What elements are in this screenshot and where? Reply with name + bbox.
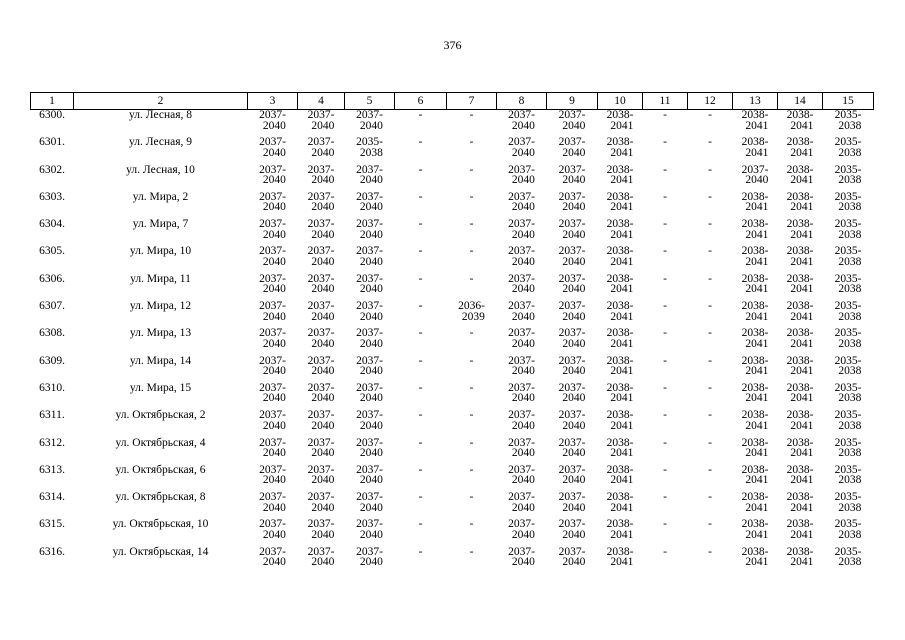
- year-range-cell: 2038- 2041: [786, 109, 814, 132]
- empty-value-cell: -: [663, 409, 667, 422]
- year-range-cell: 2037- 2040: [356, 163, 383, 187]
- year-range-cell: 2037- 2040: [558, 463, 586, 487]
- empty-value-cell: -: [418, 300, 423, 313]
- year-range-cell: 2038- 2041: [786, 518, 814, 541]
- year-range-cell: 2038- 2041: [606, 272, 634, 296]
- empty-value-cell: -: [418, 381, 423, 394]
- year-range-cell: 2037- 2040: [508, 136, 535, 159]
- empty-value-cell: -: [663, 136, 667, 149]
- empty-value-cell: -: [663, 436, 667, 449]
- year-range-cell: 2038- 2041: [741, 245, 769, 268]
- year-range-cell: 2037- 2040: [508, 218, 535, 241]
- empty-value-cell: -: [469, 409, 474, 422]
- column-header: 12: [688, 93, 733, 110]
- year-range-cell: 2037- 2040: [356, 327, 383, 350]
- year-range-cell: 2037- 2040: [558, 491, 586, 514]
- empty-value-cell: -: [469, 463, 474, 476]
- year-range-cell: 2038- 2041: [741, 518, 769, 541]
- column-header: 4: [298, 93, 345, 110]
- address-cell: ул. Октябрьская, 10: [112, 518, 209, 531]
- year-range-cell: 2038- 2041: [786, 436, 814, 460]
- row-number: 6311.: [39, 409, 65, 422]
- empty-value-cell: -: [663, 300, 667, 313]
- year-range-cell: 2035- 2038: [834, 354, 862, 378]
- empty-value-cell: -: [469, 327, 474, 340]
- year-range-cell: 2037- 2040: [356, 491, 383, 514]
- year-range-cell: 2037- 2040: [307, 327, 335, 350]
- year-range-cell: 2037- 2040: [259, 190, 286, 214]
- year-range-cell: 2037- 2040: [558, 518, 586, 541]
- year-range-cell: 2037- 2040: [356, 354, 383, 378]
- year-range-cell: 2038- 2041: [786, 300, 814, 323]
- empty-value-cell: -: [469, 190, 474, 203]
- year-range-cell: 2037- 2040: [307, 381, 335, 405]
- address-cell: ул. Лесная, 10: [126, 163, 195, 176]
- year-range-cell: 2035- 2038: [834, 109, 862, 132]
- year-range-cell: 2038- 2041: [741, 218, 769, 241]
- address-cell: ул. Октябрьская, 2: [115, 409, 206, 422]
- table-row: [31, 519, 874, 546]
- year-range-cell: 2037- 2040: [307, 300, 335, 323]
- year-range-cell: 2037- 2040: [508, 545, 535, 569]
- year-range-cell: 2037- 2040: [558, 163, 586, 187]
- year-range-cell: 2037- 2040: [558, 409, 586, 432]
- year-range-cell: 2038- 2041: [606, 436, 634, 460]
- year-range-cell: 2037- 2040: [356, 545, 383, 569]
- empty-value-cell: -: [708, 354, 712, 367]
- year-range-cell: 2038- 2041: [786, 136, 814, 159]
- empty-value-cell: -: [663, 163, 667, 176]
- column-header: 7: [447, 93, 497, 110]
- table-row: [31, 246, 874, 273]
- year-range-cell: 2038- 2041: [741, 327, 769, 350]
- empty-value-cell: -: [469, 272, 474, 285]
- empty-value-cell: -: [708, 136, 712, 149]
- empty-value-cell: -: [418, 327, 423, 340]
- year-range-cell: 2038- 2041: [786, 409, 814, 432]
- row-number: 6312.: [39, 436, 65, 449]
- year-range-cell: 2037- 2040: [508, 163, 535, 187]
- year-range-cell: 2037- 2040: [741, 163, 769, 187]
- year-range-cell: 2035- 2038: [834, 545, 862, 569]
- year-range-cell: 2037- 2040: [508, 463, 535, 487]
- empty-value-cell: -: [663, 381, 667, 394]
- empty-value-cell: -: [418, 463, 423, 476]
- year-range-cell: 2038- 2041: [606, 245, 634, 268]
- year-range-cell: 2037- 2040: [259, 300, 286, 323]
- year-range-cell: 2037- 2040: [307, 245, 335, 268]
- year-range-cell: 2037- 2040: [259, 136, 286, 159]
- year-range-cell: 2037- 2040: [508, 327, 535, 350]
- row-number: 6309.: [39, 354, 65, 367]
- year-range-cell: 2037- 2040: [307, 545, 335, 569]
- repair-schedule-table: [30, 92, 874, 574]
- year-range-cell: 2035- 2038: [834, 300, 862, 323]
- year-range-cell: 2038- 2041: [606, 518, 634, 541]
- year-range-cell: 2037- 2040: [508, 190, 535, 214]
- column-header: 6: [395, 93, 447, 110]
- column-header: 15: [823, 93, 874, 110]
- empty-value-cell: -: [418, 545, 423, 558]
- table-row: [31, 356, 874, 383]
- empty-value-cell: -: [469, 136, 474, 149]
- address-cell: ул. Лесная, 8: [129, 109, 192, 121]
- empty-value-cell: -: [708, 491, 712, 504]
- year-range-cell: 2037- 2040: [259, 327, 286, 350]
- year-range-cell: 2038- 2041: [741, 463, 769, 487]
- row-number: 6316.: [39, 545, 65, 558]
- year-range-cell: 2035- 2038: [356, 136, 383, 159]
- empty-value-cell: -: [663, 109, 667, 121]
- year-range-cell: 2037- 2040: [307, 136, 335, 159]
- year-range-cell: 2035- 2038: [834, 327, 862, 350]
- year-range-cell: 2038- 2041: [786, 463, 814, 487]
- year-range-cell: 2037- 2040: [558, 190, 586, 214]
- year-range-cell: 2037- 2040: [356, 218, 383, 241]
- year-range-cell: 2037- 2040: [307, 436, 335, 460]
- row-number: 6313.: [39, 463, 65, 476]
- empty-value-cell: -: [708, 300, 712, 313]
- empty-value-cell: -: [418, 409, 423, 422]
- year-range-cell: 2037- 2040: [259, 409, 286, 432]
- empty-value-cell: -: [418, 245, 423, 258]
- table-row: [31, 301, 874, 328]
- year-range-cell: 2037- 2040: [558, 218, 586, 241]
- year-range-cell: 2037- 2040: [508, 245, 535, 268]
- empty-value-cell: -: [418, 518, 423, 531]
- column-header: 2: [74, 93, 248, 110]
- table-body: [31, 110, 874, 575]
- year-range-cell: 2037- 2040: [307, 163, 335, 187]
- empty-value-cell: -: [708, 545, 712, 558]
- table-row: [31, 410, 874, 437]
- year-range-cell: 2038- 2041: [786, 381, 814, 405]
- table-row: [31, 192, 874, 219]
- row-number: 6314.: [39, 491, 65, 504]
- year-range-cell: 2037- 2040: [259, 163, 286, 187]
- empty-value-cell: -: [418, 109, 423, 121]
- empty-value-cell: -: [708, 518, 712, 531]
- year-range-cell: 2037- 2040: [259, 436, 286, 460]
- table-row: [31, 274, 874, 301]
- address-cell: ул. Мира, 15: [129, 381, 192, 394]
- year-range-cell: 2037- 2040: [307, 463, 335, 487]
- empty-value-cell: -: [418, 136, 423, 149]
- address-cell: ул. Лесная, 9: [129, 136, 192, 149]
- year-range-cell: 2037- 2040: [307, 109, 335, 132]
- year-range-cell: 2038- 2041: [786, 354, 814, 378]
- year-range-cell: 2038- 2041: [741, 190, 769, 214]
- year-range-cell: 2037- 2040: [259, 218, 286, 241]
- year-range-cell: 2037- 2040: [356, 190, 383, 214]
- year-range-cell: 2038- 2041: [606, 218, 634, 241]
- year-range-cell: 2038- 2041: [741, 272, 769, 296]
- year-range-cell: 2037- 2040: [259, 545, 286, 569]
- table-row: [31, 492, 874, 519]
- address-cell: ул. Мира, 7: [132, 218, 189, 231]
- address-cell: ул. Мира, 13: [129, 327, 192, 340]
- year-range-cell: 2037- 2040: [356, 409, 383, 432]
- year-range-cell: 2037- 2040: [558, 354, 586, 378]
- column-header: 5: [345, 93, 395, 110]
- year-range-cell: 2038- 2041: [606, 163, 634, 187]
- empty-value-cell: -: [469, 245, 474, 258]
- row-number: 6305.: [39, 245, 65, 258]
- year-range-cell: 2037- 2040: [508, 491, 535, 514]
- year-range-cell: 2035- 2038: [834, 163, 862, 187]
- year-range-cell: 2037- 2040: [259, 109, 286, 132]
- address-cell: ул. Октябрьская, 8: [115, 491, 206, 504]
- empty-value-cell: -: [663, 491, 667, 504]
- address-cell: ул. Октябрьская, 6: [115, 463, 206, 476]
- address-cell: ул. Октябрьская, 4: [115, 436, 206, 449]
- address-cell: ул. Мира, 14: [129, 354, 192, 367]
- year-range-cell: 2037- 2040: [558, 245, 586, 268]
- year-range-cell: 2038- 2041: [741, 109, 769, 132]
- year-range-cell: 2038- 2041: [606, 109, 634, 132]
- empty-value-cell: -: [418, 218, 423, 231]
- year-range-cell: 2037- 2040: [558, 136, 586, 159]
- year-range-cell: 2037- 2040: [356, 272, 383, 296]
- table-header-row: [31, 93, 874, 110]
- row-number: 6315.: [39, 518, 65, 531]
- year-range-cell: 2038- 2041: [741, 491, 769, 514]
- year-range-cell: 2038- 2041: [741, 136, 769, 159]
- column-header: 10: [598, 93, 643, 110]
- year-range-cell: 2038- 2041: [606, 327, 634, 350]
- empty-value-cell: -: [469, 354, 474, 367]
- row-number: 6307.: [39, 300, 65, 313]
- address-cell: ул. Мира, 12: [129, 300, 192, 313]
- year-range-cell: 2035- 2038: [834, 245, 862, 268]
- year-range-cell: 2035- 2038: [834, 136, 862, 159]
- row-number: 6310.: [39, 381, 65, 394]
- year-range-cell: 2037- 2040: [356, 109, 383, 132]
- year-range-cell: 2038- 2041: [786, 272, 814, 296]
- year-range-cell: 2037- 2040: [558, 436, 586, 460]
- empty-value-cell: -: [708, 463, 712, 476]
- table-row: [31, 219, 874, 246]
- year-range-cell: 2035- 2038: [834, 436, 862, 460]
- empty-value-cell: -: [708, 409, 712, 422]
- year-range-cell: 2038- 2041: [606, 300, 634, 323]
- year-range-cell: 2038- 2041: [606, 545, 634, 569]
- empty-value-cell: -: [469, 436, 474, 449]
- empty-value-cell: -: [708, 109, 712, 121]
- year-range-cell: 2035- 2038: [834, 409, 862, 432]
- year-range-cell: 2037- 2040: [508, 518, 535, 541]
- year-range-cell: 2038- 2041: [741, 300, 769, 323]
- year-range-cell: 2038- 2041: [741, 409, 769, 432]
- year-range-cell: 2037- 2040: [307, 218, 335, 241]
- year-range-cell: 2037- 2040: [356, 245, 383, 268]
- row-number: 6308.: [39, 327, 65, 340]
- empty-value-cell: -: [418, 190, 423, 203]
- address-cell: ул. Мира, 11: [130, 272, 191, 285]
- year-range-cell: 2038- 2041: [786, 245, 814, 268]
- year-range-cell: 2037- 2040: [356, 381, 383, 405]
- year-range-cell: 2037- 2040: [259, 354, 286, 378]
- year-range-cell: 2037- 2040: [307, 354, 335, 378]
- address-cell: ул. Октябрьская, 14: [112, 545, 209, 558]
- year-range-cell: 2038- 2041: [741, 354, 769, 378]
- empty-value-cell: -: [469, 518, 474, 531]
- empty-value-cell: -: [663, 518, 667, 531]
- year-range-cell: 2038- 2041: [606, 409, 634, 432]
- year-range-cell: 2037- 2040: [356, 300, 383, 323]
- row-number: 6301.: [39, 136, 65, 149]
- address-cell: ул. Мира, 10: [129, 245, 192, 258]
- year-range-cell: 2038- 2041: [606, 381, 634, 405]
- column-header: 9: [547, 93, 598, 110]
- year-range-cell: 2038- 2041: [786, 163, 814, 187]
- year-range-cell: 2038- 2041: [741, 545, 769, 569]
- year-range-cell: 2037- 2040: [307, 409, 335, 432]
- year-range-cell: 2038- 2041: [786, 327, 814, 350]
- empty-value-cell: -: [663, 272, 667, 285]
- year-range-cell: 2037- 2040: [558, 272, 586, 296]
- year-range-cell: 2037- 2040: [508, 300, 535, 323]
- table-row: [31, 137, 874, 164]
- table-row: [31, 110, 874, 138]
- year-range-cell: 2037- 2040: [307, 518, 335, 541]
- column-header: 1: [31, 93, 74, 110]
- year-range-cell: 2037- 2040: [259, 463, 286, 487]
- year-range-cell: 2037- 2040: [558, 545, 586, 569]
- empty-value-cell: -: [469, 163, 474, 176]
- year-range-cell: 2037- 2040: [259, 491, 286, 514]
- empty-value-cell: -: [418, 491, 423, 504]
- empty-value-cell: -: [663, 218, 667, 231]
- year-range-cell: 2037- 2040: [558, 300, 586, 323]
- year-range-cell: 2037- 2040: [558, 109, 586, 132]
- row-number: 6304.: [39, 218, 65, 231]
- empty-value-cell: -: [663, 463, 667, 476]
- table-row: [31, 465, 874, 492]
- year-range-cell: 2038- 2041: [786, 190, 814, 214]
- empty-value-cell: -: [708, 245, 712, 258]
- column-header: 8: [497, 93, 547, 110]
- page-number: 376: [443, 38, 462, 52]
- year-range-cell: 2037- 2040: [307, 491, 335, 514]
- year-range-cell: 2038- 2041: [606, 354, 634, 378]
- empty-value-cell: -: [663, 245, 667, 258]
- year-range-cell: 2037- 2040: [259, 518, 286, 541]
- year-range-cell: 2037- 2040: [508, 272, 535, 296]
- table-row: [31, 328, 874, 355]
- year-range-cell: 2037- 2040: [356, 518, 383, 541]
- column-header: 3: [248, 93, 298, 110]
- empty-value-cell: -: [469, 545, 474, 558]
- empty-value-cell: -: [663, 327, 667, 340]
- year-range-cell: 2038- 2041: [786, 491, 814, 514]
- empty-value-cell: -: [663, 354, 667, 367]
- year-range-cell: 2038- 2041: [741, 436, 769, 460]
- year-range-cell: 2036- 2039: [458, 300, 485, 323]
- year-range-cell: 2035- 2038: [834, 518, 862, 541]
- year-range-cell: 2038- 2041: [741, 381, 769, 405]
- year-range-cell: 2037- 2040: [558, 327, 586, 350]
- address-cell: ул. Мира, 2: [132, 190, 189, 203]
- year-range-cell: 2037- 2040: [356, 463, 383, 487]
- empty-value-cell: -: [469, 381, 474, 394]
- empty-value-cell: -: [469, 218, 474, 231]
- empty-value-cell: -: [708, 272, 712, 285]
- row-number: 6302.: [39, 163, 65, 176]
- year-range-cell: 2038- 2041: [786, 218, 814, 241]
- row-number: 6300.: [39, 109, 65, 121]
- year-range-cell: 2037- 2040: [259, 245, 286, 268]
- year-range-cell: 2038- 2041: [606, 136, 634, 159]
- empty-value-cell: -: [418, 163, 423, 176]
- year-range-cell: 2035- 2038: [834, 381, 862, 405]
- empty-value-cell: -: [708, 381, 712, 394]
- table-row: [31, 547, 874, 574]
- empty-value-cell: -: [708, 436, 712, 449]
- year-range-cell: 2037- 2040: [307, 190, 335, 214]
- empty-value-cell: -: [418, 436, 423, 449]
- table-row: [31, 165, 874, 192]
- empty-value-cell: -: [469, 109, 474, 121]
- year-range-cell: 2035- 2038: [834, 491, 862, 514]
- year-range-cell: 2035- 2038: [834, 190, 862, 214]
- empty-value-cell: -: [469, 491, 474, 504]
- year-range-cell: 2035- 2038: [834, 272, 862, 296]
- year-range-cell: 2037- 2040: [508, 109, 535, 132]
- year-range-cell: 2035- 2038: [834, 218, 862, 241]
- column-header: 14: [778, 93, 823, 110]
- column-header: 11: [643, 93, 688, 110]
- year-range-cell: 2037- 2040: [259, 381, 286, 405]
- empty-value-cell: -: [708, 218, 712, 231]
- empty-value-cell: -: [708, 327, 712, 340]
- empty-value-cell: -: [418, 272, 423, 285]
- empty-value-cell: -: [708, 163, 712, 176]
- year-range-cell: 2037- 2040: [508, 436, 535, 460]
- table-row: [31, 383, 874, 410]
- empty-value-cell: -: [708, 190, 712, 203]
- year-range-cell: 2038- 2041: [606, 463, 634, 487]
- year-range-cell: 2037- 2040: [307, 272, 335, 296]
- empty-value-cell: -: [663, 190, 667, 203]
- year-range-cell: 2038- 2041: [606, 491, 634, 514]
- year-range-cell: 2035- 2038: [834, 463, 862, 487]
- table-row: [31, 438, 874, 465]
- year-range-cell: 2038- 2041: [606, 190, 634, 214]
- row-number: 6306.: [39, 272, 65, 285]
- year-range-cell: 2037- 2040: [508, 354, 535, 378]
- year-range-cell: 2038- 2041: [786, 545, 814, 569]
- empty-value-cell: -: [663, 545, 667, 558]
- year-range-cell: 2037- 2040: [356, 436, 383, 460]
- year-range-cell: 2037- 2040: [508, 381, 535, 405]
- year-range-cell: 2037- 2040: [558, 381, 586, 405]
- row-number: 6303.: [39, 190, 65, 203]
- year-range-cell: 2037- 2040: [259, 272, 286, 296]
- column-header: 13: [733, 93, 778, 110]
- empty-value-cell: -: [418, 354, 423, 367]
- year-range-cell: 2037- 2040: [508, 409, 535, 432]
